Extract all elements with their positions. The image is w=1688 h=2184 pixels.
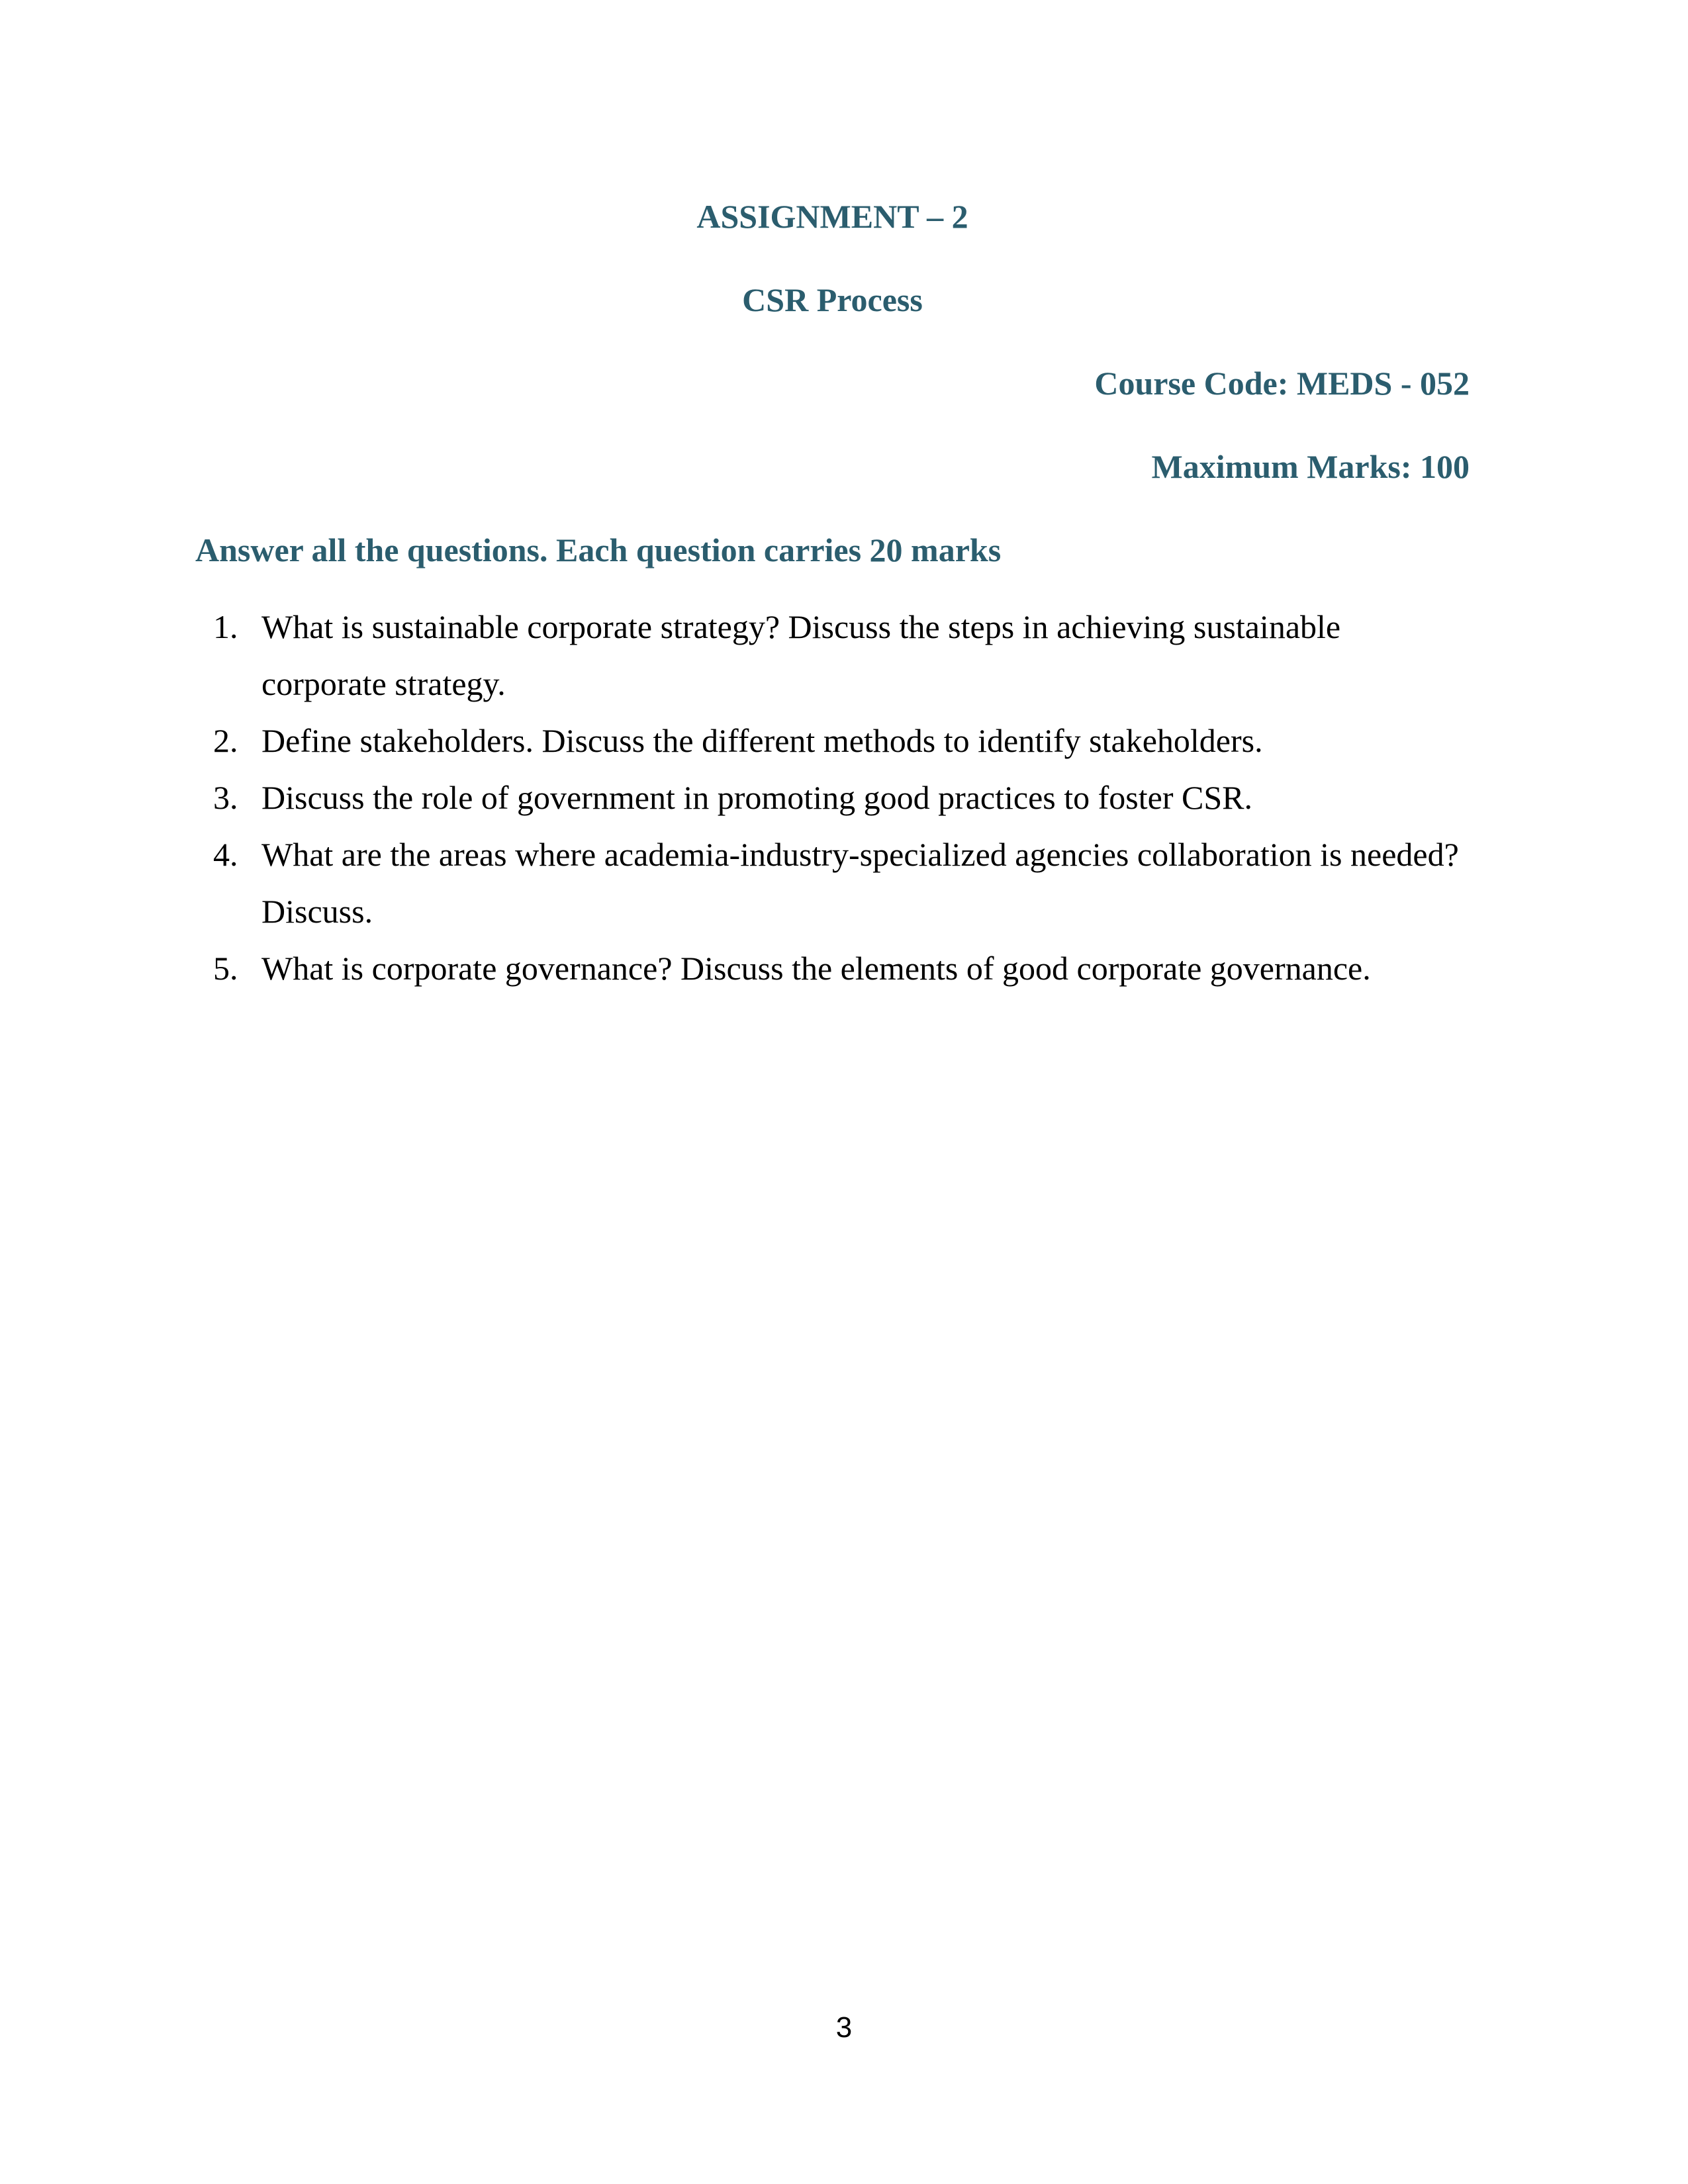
course-code: Course Code: MEDS - 052 bbox=[1094, 365, 1470, 402]
assignment-subtitle: CSR Process bbox=[742, 281, 923, 318]
question-number: 2. bbox=[213, 722, 238, 759]
question-number: 3. bbox=[213, 779, 238, 816]
question-text: Define stakeholders. Discuss the different methods to identify stakeholders. bbox=[261, 722, 1263, 759]
question-text: Discuss the role of government in promoting good practices to foster CSR. bbox=[261, 779, 1252, 816]
question-text: What is sustainable corporate strategy? Discuss the steps in achieving sustainable corporate strategy. bbox=[261, 608, 1341, 702]
document-page bbox=[0, 0, 1688, 997]
question-text: What are the areas where academia-industry-specialized agencies collaboration is needed? Discuss. bbox=[261, 836, 1459, 930]
question-text: What is corporate governance? Discuss the elements of good corporate governance. bbox=[261, 950, 1371, 987]
question-list bbox=[195, 598, 1470, 997]
question-item-3 bbox=[195, 769, 1470, 826]
question-item-4 bbox=[195, 826, 1470, 940]
maximum-marks: Maximum Marks: 100 bbox=[1151, 448, 1470, 485]
instruction-line: Answer all the questions. Each question carries 20 marks bbox=[195, 531, 1002, 569]
question-item-2 bbox=[195, 712, 1470, 769]
question-item-1 bbox=[195, 598, 1470, 712]
assignment-title: ASSIGNMENT – 2 bbox=[696, 198, 968, 235]
question-number: 5. bbox=[213, 950, 238, 987]
page-number: 3 bbox=[835, 2011, 853, 2044]
question-number: 1. bbox=[213, 608, 238, 645]
question-number: 4. bbox=[213, 836, 238, 873]
question-item-5 bbox=[195, 940, 1470, 997]
